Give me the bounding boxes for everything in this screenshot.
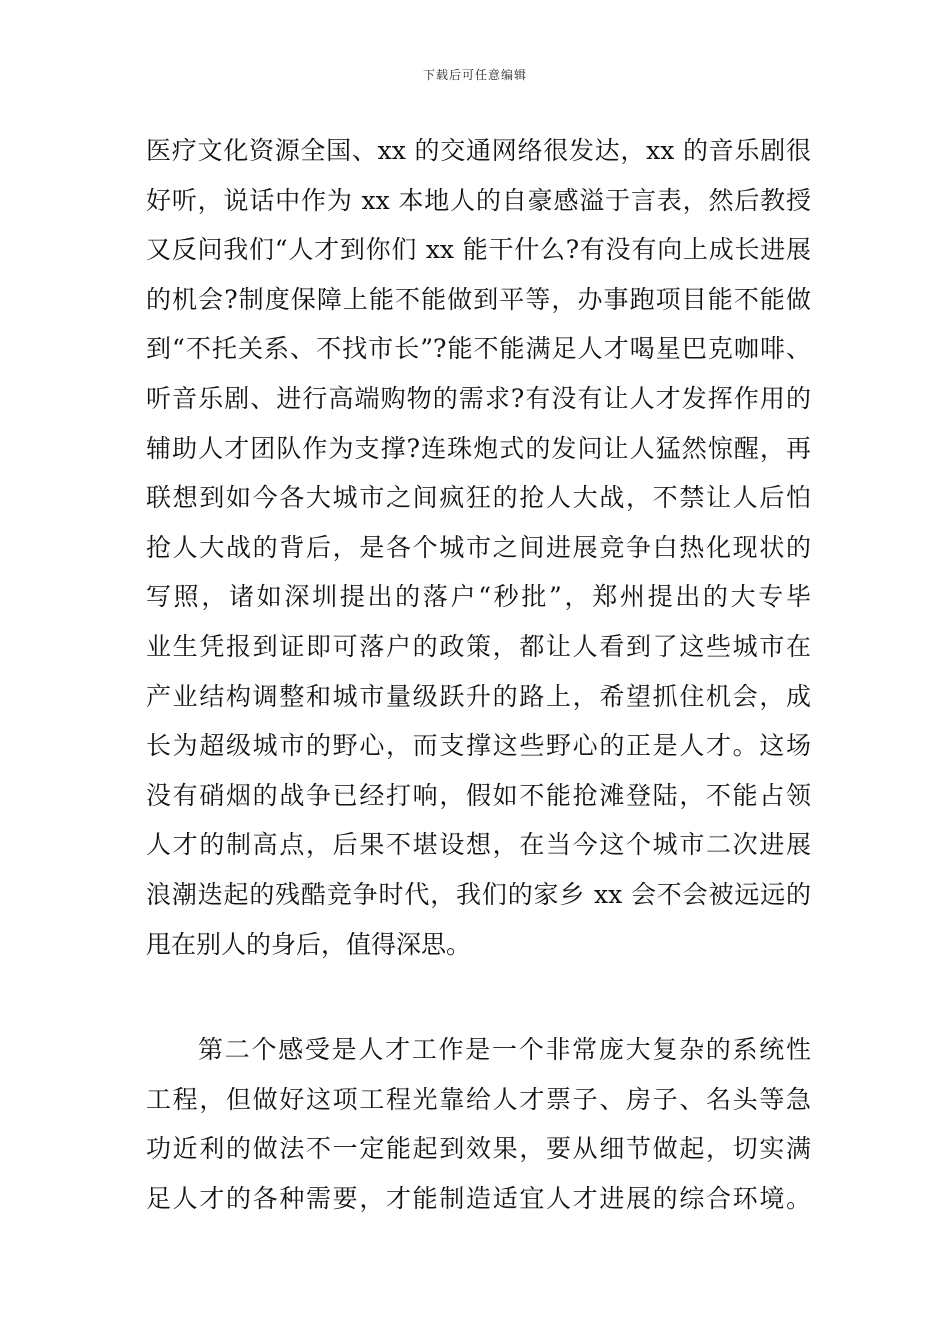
text-line: 业生凭报到证即可落户的政策，都让人看到了这些城市在 — [146, 631, 811, 661]
text-line: 长为超级城市的野心，而支撑这些野心的正是人才。这场 — [146, 731, 811, 761]
text-line: 医疗文化资源全国、xx 的交通网络很发达，xx 的音乐剧很 — [146, 136, 811, 165]
text-line: 人才的制高点，后果不堪设想，在当今这个城市二次进展 — [146, 830, 811, 860]
text-line: 到“不托关系、不找市长”?能不能满足人才喝星巴克咖啡、 — [146, 334, 811, 364]
text-line: 辅助人才团队作为支撑?连珠炮式的发问让人猛然惊醒，再 — [146, 433, 811, 463]
text-line: 工程，但做好这项工程光靠给人才票子、房子、名头等急 — [146, 1084, 811, 1114]
text-line: 的机会?制度保障上能不能做到平等，办事跑项目能不能做 — [146, 284, 811, 314]
text-line: 联想到如今各大城市之间疯狂的抢人大战，不禁让人后怕 — [146, 483, 811, 513]
text-line: 抢人大战的背后，是各个城市之间进展竞争白热化现状的 — [146, 532, 811, 562]
text-line: 功近利的做法不一定能起到效果，要从细节做起，切实满 — [146, 1134, 811, 1164]
paragraph-2 — [146, 1025, 811, 1223]
text-line: 浪潮迭起的残酷竞争时代，我们的家乡 xx 会不会被远远的 — [146, 879, 811, 909]
text-line: 第二个感受是人才工作是一个非常庞大复杂的系统性 — [198, 1035, 811, 1064]
text-line: 产业结构调整和城市量级跃升的路上，希望抓住机会，成 — [146, 681, 811, 711]
page-header: 下载后可任意编辑 — [422, 68, 527, 82]
paragraph-1 — [146, 126, 811, 969]
text-line: 好听，说话中作为 xx 本地人的自豪感溢于言表，然后教授 — [146, 185, 811, 215]
text-line: 足人才的各种需要，才能制造适宜人才进展的综合环境。 — [146, 1183, 811, 1213]
text-line: 甩在别人的身后，值得深思。 — [146, 929, 472, 959]
text-line: 听音乐剧、进行高端购物的需求?有没有让人才发挥作用的 — [146, 383, 811, 413]
text-line: 又反问我们“人才到你们 xx 能干什么?有没有向上成长进展 — [146, 235, 811, 265]
text-line: 没有硝烟的战争已经打响，假如不能抢滩登陆，不能占领 — [146, 780, 811, 810]
text-line: 写照，诸如深圳提出的落户“秒批”，郑州提出的大专毕 — [146, 582, 811, 612]
